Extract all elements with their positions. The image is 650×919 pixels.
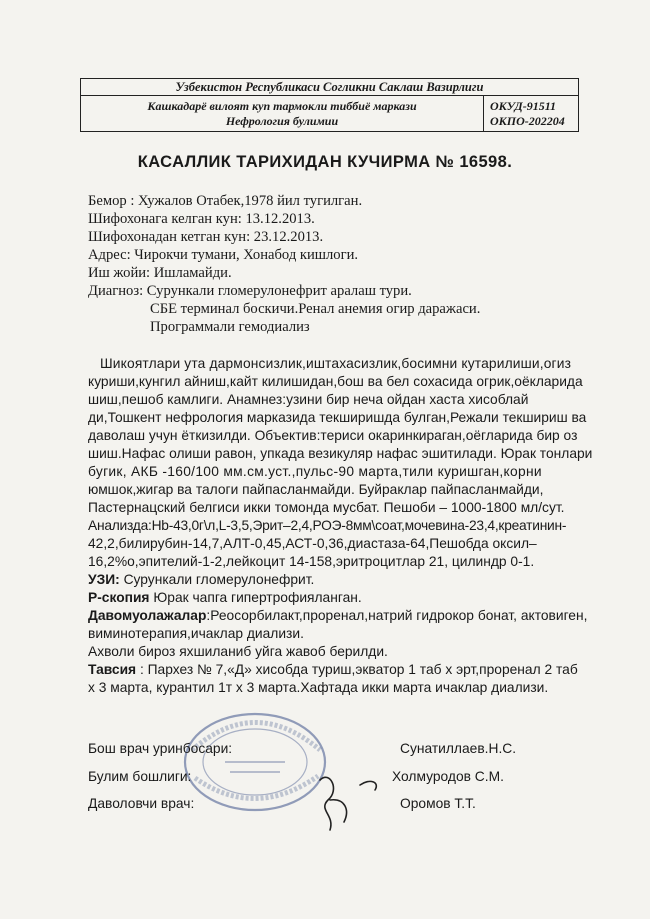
body-line-6: шиш.Нафас олиши равон, упкада везикуляр нафас эшитилади. Юрак тонлари (88, 446, 593, 461)
rscopy-text: Юрак чапга гипертрофияланган. (149, 590, 362, 605)
document-title: КАСАЛЛИК ТАРИХИДАН КУЧИРМА № 16598. (137, 153, 513, 171)
uzi-line (88, 571, 314, 588)
diagnosis-line-3: Программали гемодиализ (150, 319, 310, 335)
department-name: Нефрология булимии (225, 114, 339, 128)
discharge-date: Шифохонадан кетган кун: 23.12.2013. (88, 229, 324, 245)
rscopy-label: Р-скопия (88, 590, 150, 605)
patient-name: Бемор : Хужалов Отабек,1978 йил тугилган. (88, 193, 363, 209)
signature-icon (300, 770, 390, 840)
lab-results-line-1: Анализда:Нb-43,0г\л,L-3,5,Эрит–2,4,РОЭ-8мм\соат,мочевина-23,4,креатинин- (88, 518, 567, 533)
diagnosis-line-2: СБЕ терминал боскичи.Ренал анемия огир даражаси. (150, 301, 481, 317)
diagnosis-line-1: Диагноз: Сурункали гломерулонефрит аралаш тури. (88, 283, 412, 299)
advice-line-2: х 3 марта, курантил 1т х 3 марта.Хафтада икки марта ичаклар диализи. (88, 680, 549, 695)
body-line-5: даволаш учун ёткизилди. Объектив:териси окаринкираган,оёгларида бир оз (88, 428, 578, 443)
body-line-7: бугик, АКБ -160/100 мм.см.уст.,пульс-90 марта,тили куришган,корни (88, 464, 542, 479)
address: Адрес: Чирокчи тумани, Хонабод кишлоги. (88, 247, 359, 263)
doctor-label: Даволовчи врач: (88, 796, 195, 811)
form-codes (484, 96, 578, 131)
treatment-line-2: виминотерапия,ичаклар диализи. (88, 626, 304, 641)
deputy-label: Бош врач уринбосари: (88, 741, 233, 756)
body-line-4: ди,Тошкент нефрология марказида текширишда булган,Режали текшириш ва (88, 410, 587, 425)
uzi-label: УЗИ: (88, 572, 120, 587)
treatment-text: :Реосорбилакт,проренал,натрий гидрокор бонат, актовиген, (206, 608, 588, 623)
outcome-line: Ахволи бироз яхшиланиб уйга жавоб берилди. (88, 644, 388, 659)
treatment-label: Давомуолажалар (88, 608, 207, 623)
body-line-1: Шикоятлари ута дармонсизлик,иштахасизлик,босимни кутарилиши,огиз (100, 356, 572, 371)
lab-results-line-2: 42,2,билирубин-14,7,АЛТ-0,45,АСТ-0,36,диастаза-64,Пешобда оксил– (88, 536, 537, 551)
rscopy-line (88, 589, 362, 606)
body-line-2: куриши,кунгил айниш,кайт килишидан,бош ва бел сохасида огрик,оёкларида (88, 374, 583, 389)
doctor-name: Оромов Т.Т. (400, 796, 476, 811)
medical-center (81, 96, 484, 131)
header-box (80, 78, 579, 132)
okud-code: ОКУД-91511 (490, 99, 557, 113)
work-place: Иш жойи: Ишламайди. (88, 265, 232, 281)
head-name: Холмуродов С.М. (392, 769, 504, 784)
treatment-line-1 (88, 607, 587, 624)
uzi-text: Сурункали гломерулонефрит. (119, 572, 315, 587)
medical-center-name: Кашкадарё вилоят куп тармокли тиббиё маркази (147, 99, 417, 113)
lab-results-line-3: 16,2%о,эпителий-1-2,лейкоцит 14-158,эритроцитлар 21, цилиндр 0-1. (88, 554, 535, 569)
advice-line-1 (88, 661, 578, 678)
advice-text: : Пархез № 7,«Д» хисобда туриш,экватор 1 таб х эрт,проренал 2 таб (136, 662, 578, 677)
advice-label: Тавсия (88, 662, 137, 677)
admission-date: Шифохонага келган кун: 13.12.2013. (88, 211, 315, 227)
body-line-9: Пастернацский белгиси икки томонда мусбат. Пешоби – 1000-1800 мл/сут. (88, 500, 565, 515)
okpo-code: ОКПО-202204 (490, 114, 565, 128)
deputy-name: Сунатиллаев.Н.С. (400, 741, 517, 756)
head-label: Булим бошлиги: (88, 769, 192, 784)
body-line-3: шиш,пешоб камлиги. Анамнез:узини бир неча ойдан хаста хисоблай (88, 392, 529, 407)
ministry-name: Узбекистон Республикаси Согликни Саклаш Вазирлиги (81, 79, 578, 96)
body-line-8: юмшок,жигар ва талоги пайпасланмайди. Буйраклар пайпасланмайди, (88, 482, 544, 497)
